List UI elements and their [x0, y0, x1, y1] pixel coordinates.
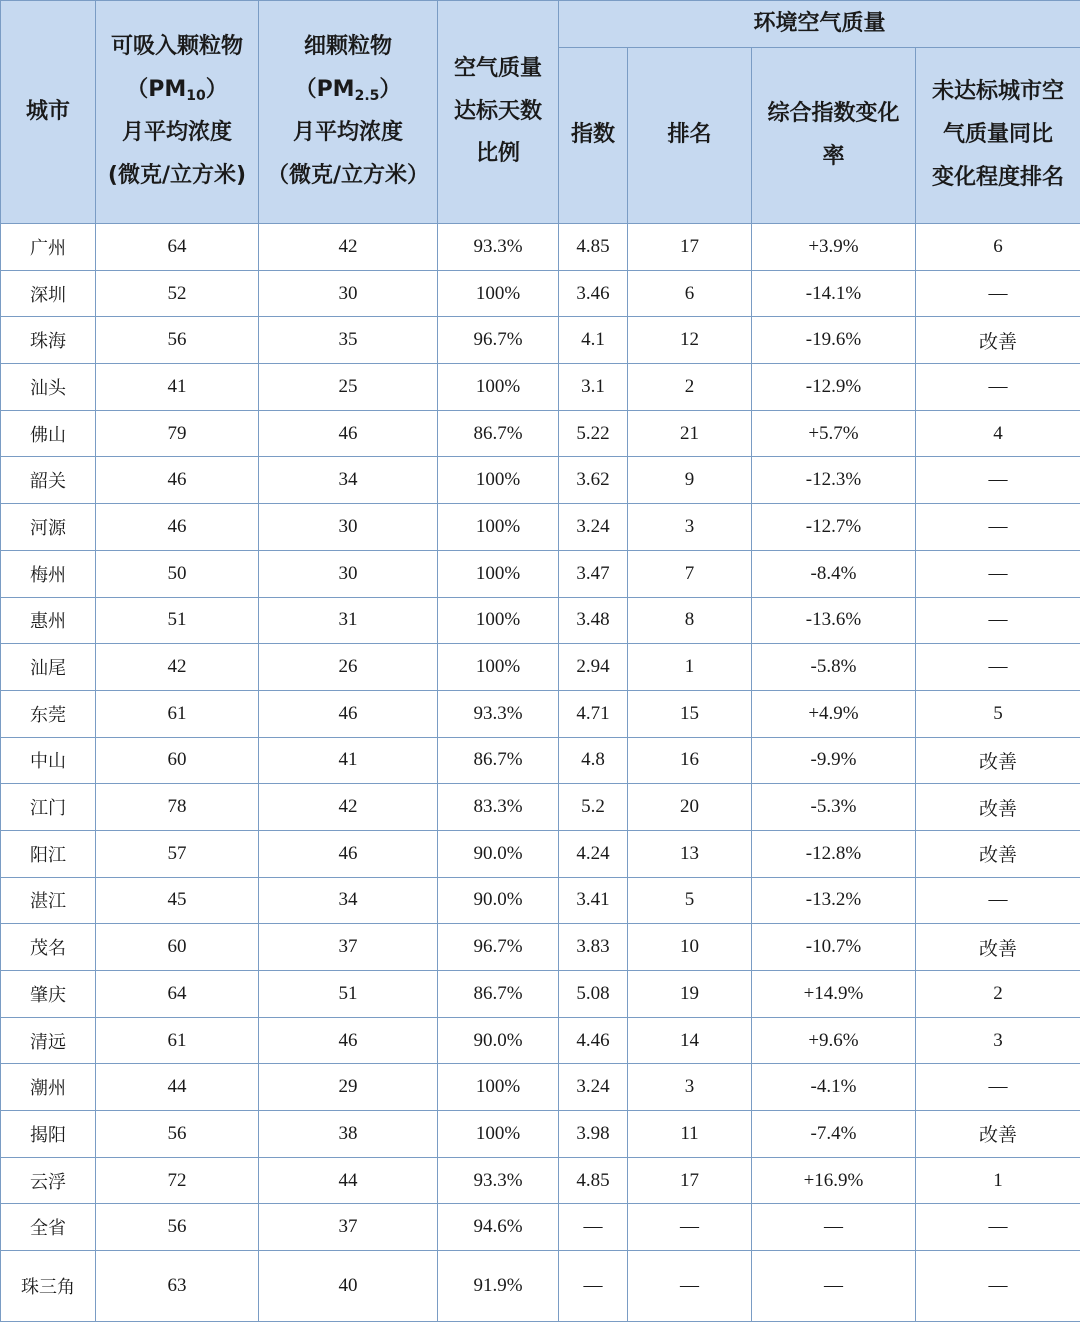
- header-pm10: 可吸入颗粒物 $(PM_{10})$ 月平均浓度 (微克/立方米): [96, 1, 259, 224]
- cell-rank: 3: [628, 504, 752, 551]
- cell-city: 阳江: [1, 830, 96, 877]
- cell-pm25: 37: [259, 924, 438, 971]
- cell-city: 汕头: [1, 364, 96, 411]
- cell-pm25: 46: [259, 410, 438, 457]
- table-row: [1, 597, 1080, 644]
- cell-city: 珠海: [1, 317, 96, 364]
- table-row: [1, 737, 1080, 784]
- table-row: [1, 830, 1080, 877]
- cell-unmet: 改善: [916, 1111, 1080, 1158]
- table-row: [1, 364, 1080, 411]
- cell-pm10: 57: [96, 830, 259, 877]
- cell-pm25: 30: [259, 550, 438, 597]
- cell-city: 肇庆: [1, 971, 96, 1018]
- cell-unmet: 改善: [916, 317, 1080, 364]
- cell-index: 5.08: [559, 971, 628, 1018]
- cell-change: —: [752, 1204, 916, 1251]
- cell-index: 4.85: [559, 1157, 628, 1204]
- cell-city: 东莞: [1, 690, 96, 737]
- cell-city: 全省: [1, 1204, 96, 1251]
- cell-city: 珠三角: [1, 1251, 96, 1322]
- header-days: 空气质量 达标天数 比例: [438, 1, 559, 224]
- cell-pm10: 60: [96, 924, 259, 971]
- cell-pm10: 60: [96, 737, 259, 784]
- cell-rank: 20: [628, 784, 752, 831]
- cell-pm10: 44: [96, 1064, 259, 1111]
- cell-index: 5.2: [559, 784, 628, 831]
- cell-city: 深圳: [1, 270, 96, 317]
- cell-unmet: 改善: [916, 784, 1080, 831]
- cell-unmet: —: [916, 1251, 1080, 1322]
- cell-pm25: 46: [259, 1017, 438, 1064]
- cell-unmet: —: [916, 364, 1080, 411]
- cell-days: 96.7%: [438, 924, 559, 971]
- cell-days: 91.9%: [438, 1251, 559, 1322]
- table-row: [1, 644, 1080, 691]
- cell-rank: —: [628, 1251, 752, 1322]
- header-city: 城市: [1, 1, 96, 224]
- cell-days: 100%: [438, 364, 559, 411]
- cell-pm10: 63: [96, 1251, 259, 1322]
- cell-index: 5.22: [559, 410, 628, 457]
- cell-rank: 9: [628, 457, 752, 504]
- cell-rank: 14: [628, 1017, 752, 1064]
- cell-days: 100%: [438, 1064, 559, 1111]
- table-row: [1, 924, 1080, 971]
- cell-rank: 17: [628, 224, 752, 271]
- cell-pm10: 41: [96, 364, 259, 411]
- table-row: [1, 410, 1080, 457]
- cell-pm25: 42: [259, 784, 438, 831]
- cell-index: 3.24: [559, 1064, 628, 1111]
- cell-city: 韶关: [1, 457, 96, 504]
- cell-pm25: 34: [259, 877, 438, 924]
- cell-days: 100%: [438, 597, 559, 644]
- table-row: [1, 1157, 1080, 1204]
- cell-index: 4.85: [559, 224, 628, 271]
- cell-unmet: 5: [916, 690, 1080, 737]
- cell-pm10: 46: [96, 504, 259, 551]
- table-row: [1, 1017, 1080, 1064]
- cell-days: 100%: [438, 1111, 559, 1158]
- cell-change: -12.9%: [752, 364, 916, 411]
- table-header: [1, 1, 1080, 224]
- cell-index: —: [559, 1251, 628, 1322]
- cell-change: -10.7%: [752, 924, 916, 971]
- header-rank: 排名: [628, 48, 752, 224]
- cell-index: 4.71: [559, 690, 628, 737]
- cell-rank: 3: [628, 1064, 752, 1111]
- table-row: [1, 504, 1080, 551]
- cell-pm25: 46: [259, 690, 438, 737]
- cell-days: 86.7%: [438, 410, 559, 457]
- cell-index: 4.46: [559, 1017, 628, 1064]
- cell-index: 3.46: [559, 270, 628, 317]
- cell-change: -19.6%: [752, 317, 916, 364]
- cell-pm10: 72: [96, 1157, 259, 1204]
- cell-unmet: 改善: [916, 924, 1080, 971]
- cell-change: -5.3%: [752, 784, 916, 831]
- cell-change: +16.9%: [752, 1157, 916, 1204]
- table-row: [1, 550, 1080, 597]
- cell-pm25: 31: [259, 597, 438, 644]
- cell-pm25: 51: [259, 971, 438, 1018]
- cell-unmet: —: [916, 504, 1080, 551]
- cell-index: 4.8: [559, 737, 628, 784]
- cell-city: 河源: [1, 504, 96, 551]
- cell-unmet: 1: [916, 1157, 1080, 1204]
- cell-change: -7.4%: [752, 1111, 916, 1158]
- cell-city: 潮州: [1, 1064, 96, 1111]
- cell-unmet: 6: [916, 224, 1080, 271]
- cell-unmet: —: [916, 550, 1080, 597]
- table-row: [1, 1064, 1080, 1111]
- table-row: [1, 1204, 1080, 1251]
- cell-days: 100%: [438, 644, 559, 691]
- cell-unmet: —: [916, 1064, 1080, 1111]
- cell-pm25: 35: [259, 317, 438, 364]
- cell-days: 94.6%: [438, 1204, 559, 1251]
- cell-rank: 10: [628, 924, 752, 971]
- table-row: [1, 270, 1080, 317]
- cell-pm10: 56: [96, 1111, 259, 1158]
- cell-days: 93.3%: [438, 224, 559, 271]
- cell-pm10: 52: [96, 270, 259, 317]
- cell-unmet: 4: [916, 410, 1080, 457]
- cell-change: -4.1%: [752, 1064, 916, 1111]
- cell-pm10: 56: [96, 1204, 259, 1251]
- cell-days: 100%: [438, 504, 559, 551]
- cell-rank: 15: [628, 690, 752, 737]
- cell-rank: 16: [628, 737, 752, 784]
- cell-city: 惠州: [1, 597, 96, 644]
- cell-days: 100%: [438, 550, 559, 597]
- cell-days: 100%: [438, 457, 559, 504]
- table-body: [1, 224, 1080, 1322]
- cell-pm25: 29: [259, 1064, 438, 1111]
- cell-pm25: 25: [259, 364, 438, 411]
- table-row: [1, 877, 1080, 924]
- cell-pm10: 42: [96, 644, 259, 691]
- cell-index: 3.1: [559, 364, 628, 411]
- cell-days: 86.7%: [438, 971, 559, 1018]
- cell-unmet: —: [916, 877, 1080, 924]
- table-row: [1, 224, 1080, 271]
- cell-pm25: 30: [259, 504, 438, 551]
- header-env: 环境空气质量: [559, 1, 1080, 48]
- cell-pm25: 38: [259, 1111, 438, 1158]
- cell-change: —: [752, 1251, 916, 1322]
- cell-change: +4.9%: [752, 690, 916, 737]
- cell-pm25: 30: [259, 270, 438, 317]
- cell-unmet: 改善: [916, 830, 1080, 877]
- header-unmet: 未达标城市空 气质量同比 变化程度排名: [916, 48, 1080, 224]
- cell-days: 96.7%: [438, 317, 559, 364]
- cell-rank: 8: [628, 597, 752, 644]
- cell-change: +14.9%: [752, 971, 916, 1018]
- cell-days: 90.0%: [438, 830, 559, 877]
- cell-index: 3.41: [559, 877, 628, 924]
- cell-index: 3.47: [559, 550, 628, 597]
- cell-index: —: [559, 1204, 628, 1251]
- cell-unmet: —: [916, 644, 1080, 691]
- cell-unmet: 改善: [916, 737, 1080, 784]
- cell-unmet: 2: [916, 971, 1080, 1018]
- cell-days: 93.3%: [438, 690, 559, 737]
- cell-pm25: 46: [259, 830, 438, 877]
- cell-unmet: —: [916, 597, 1080, 644]
- cell-unmet: 3: [916, 1017, 1080, 1064]
- cell-change: +5.7%: [752, 410, 916, 457]
- cell-rank: 2: [628, 364, 752, 411]
- table-row: [1, 317, 1080, 364]
- cell-days: 93.3%: [438, 1157, 559, 1204]
- cell-pm25: 26: [259, 644, 438, 691]
- cell-pm10: 61: [96, 1017, 259, 1064]
- cell-days: 83.3%: [438, 784, 559, 831]
- cell-pm25: 40: [259, 1251, 438, 1322]
- cell-change: -8.4%: [752, 550, 916, 597]
- table-row: [1, 690, 1080, 737]
- cell-days: 86.7%: [438, 737, 559, 784]
- cell-city: 云浮: [1, 1157, 96, 1204]
- cell-index: 3.48: [559, 597, 628, 644]
- cell-index: 2.94: [559, 644, 628, 691]
- cell-rank: —: [628, 1204, 752, 1251]
- cell-pm25: 44: [259, 1157, 438, 1204]
- cell-rank: 6: [628, 270, 752, 317]
- cell-rank: 13: [628, 830, 752, 877]
- cell-index: 3.83: [559, 924, 628, 971]
- cell-rank: 19: [628, 971, 752, 1018]
- header-index: 指数: [559, 48, 628, 224]
- cell-index: 3.62: [559, 457, 628, 504]
- cell-pm10: 45: [96, 877, 259, 924]
- cell-city: 广州: [1, 224, 96, 271]
- cell-pm10: 61: [96, 690, 259, 737]
- table-row: [1, 457, 1080, 504]
- cell-unmet: —: [916, 270, 1080, 317]
- cell-city: 湛江: [1, 877, 96, 924]
- cell-change: +9.6%: [752, 1017, 916, 1064]
- table-row: [1, 971, 1080, 1018]
- cell-change: -14.1%: [752, 270, 916, 317]
- cell-days: 90.0%: [438, 1017, 559, 1064]
- cell-pm25: 42: [259, 224, 438, 271]
- cell-rank: 17: [628, 1157, 752, 1204]
- table-row: [1, 1251, 1080, 1322]
- cell-city: 汕尾: [1, 644, 96, 691]
- cell-index: 4.1: [559, 317, 628, 364]
- header-change: 综合指数变化 率: [752, 48, 916, 224]
- cell-city: 佛山: [1, 410, 96, 457]
- cell-pm10: 64: [96, 224, 259, 271]
- cell-index: 3.98: [559, 1111, 628, 1158]
- cell-city: 梅州: [1, 550, 96, 597]
- cell-city: 揭阳: [1, 1111, 96, 1158]
- cell-rank: 21: [628, 410, 752, 457]
- cell-rank: 1: [628, 644, 752, 691]
- cell-unmet: —: [916, 457, 1080, 504]
- cell-days: 100%: [438, 270, 559, 317]
- cell-city: 茂名: [1, 924, 96, 971]
- cell-change: -9.9%: [752, 737, 916, 784]
- cell-pm10: 78: [96, 784, 259, 831]
- cell-pm25: 37: [259, 1204, 438, 1251]
- cell-pm25: 41: [259, 737, 438, 784]
- cell-city: 中山: [1, 737, 96, 784]
- cell-change: -12.8%: [752, 830, 916, 877]
- cell-pm10: 56: [96, 317, 259, 364]
- cell-change: -12.3%: [752, 457, 916, 504]
- cell-pm10: 64: [96, 971, 259, 1018]
- cell-city: 江门: [1, 784, 96, 831]
- cell-days: 90.0%: [438, 877, 559, 924]
- cell-rank: 12: [628, 317, 752, 364]
- cell-rank: 7: [628, 550, 752, 597]
- cell-change: -13.6%: [752, 597, 916, 644]
- cell-change: +3.9%: [752, 224, 916, 271]
- cell-pm10: 46: [96, 457, 259, 504]
- cell-city: 清远: [1, 1017, 96, 1064]
- cell-rank: 5: [628, 877, 752, 924]
- cell-pm25: 34: [259, 457, 438, 504]
- cell-index: 3.24: [559, 504, 628, 551]
- cell-pm10: 51: [96, 597, 259, 644]
- table-row: [1, 784, 1080, 831]
- cell-unmet: —: [916, 1204, 1080, 1251]
- cell-change: -5.8%: [752, 644, 916, 691]
- cell-index: 4.24: [559, 830, 628, 877]
- cell-change: -13.2%: [752, 877, 916, 924]
- table-row: [1, 1111, 1080, 1158]
- cell-pm10: 50: [96, 550, 259, 597]
- cell-change: -12.7%: [752, 504, 916, 551]
- cell-pm10: 79: [96, 410, 259, 457]
- header-pm25: 细颗粒物 $(PM_{2.5})$ 月平均浓度 （微克/立方米）: [259, 1, 438, 224]
- cell-rank: 11: [628, 1111, 752, 1158]
